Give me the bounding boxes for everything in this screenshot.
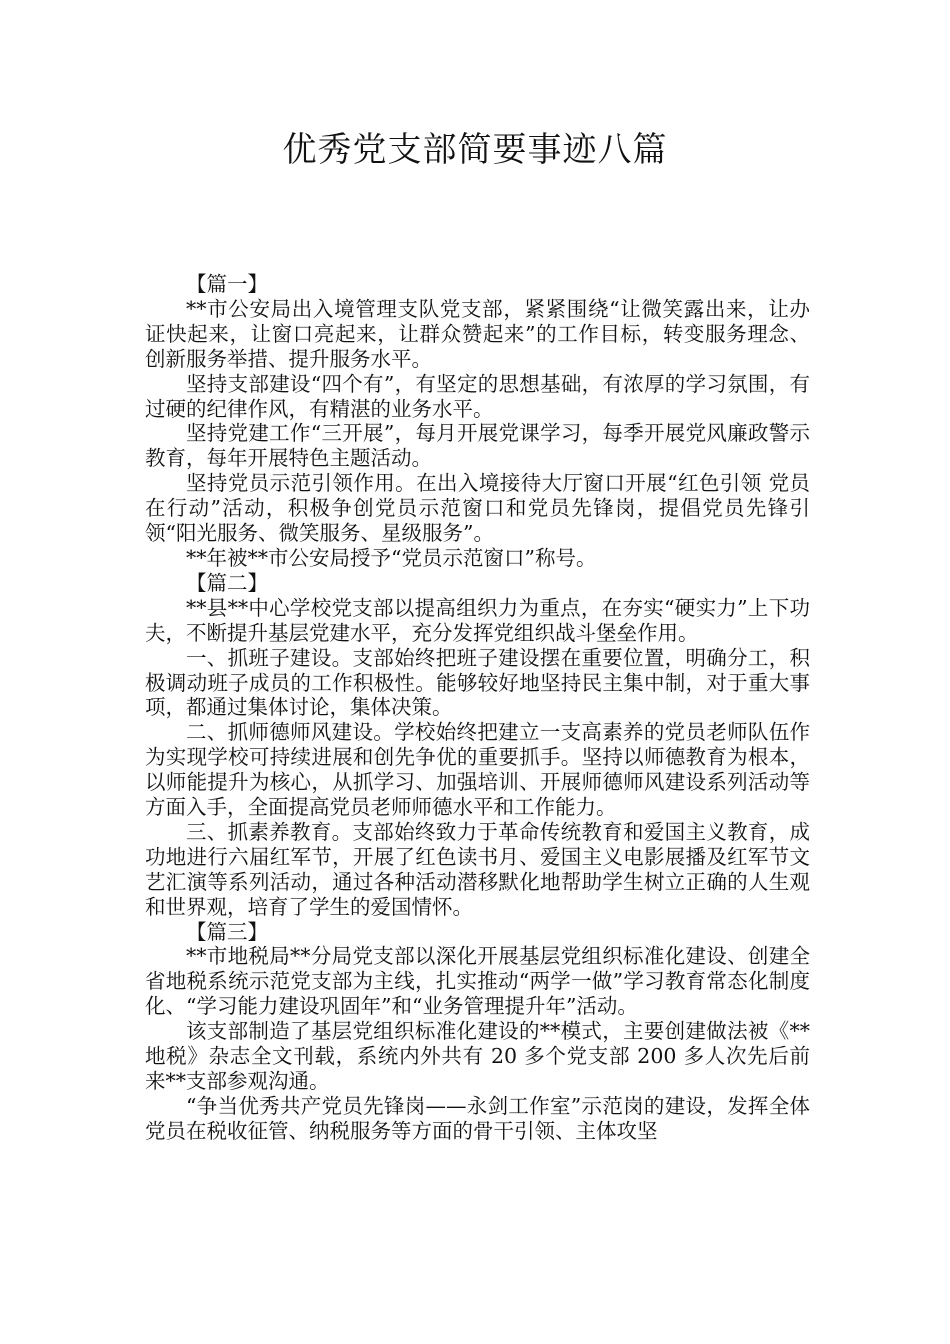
- paragraph: **年被**市公安局授予“党员示范窗口”称号。: [186, 545, 597, 570]
- paragraph: 该支部制造了基层党组织标准化建设的**模式，主要创建做法被《**地税》杂志全文刊载，系统内外共有 20 多个党支部 200 多人次先后前来**支部参观沟通。: [145, 1019, 810, 1093]
- paragraph: 坚持支部建设“四个有”，有坚定的思想基础，有浓厚的学习氛围，有过硬的纪律作风，有精湛的业务水平。: [145, 371, 810, 421]
- paragraph: 一、抓班子建设。支部始终把班子建设摆在重要位置，明确分工，积极调动班子成员的工作积极性。能够较好地坚持民主集中制，对于重大事项，都通过集体讨论，集体决策。: [145, 645, 810, 720]
- paragraph: **市公安局出入境管理支队党支部，紧紧围绕“让微笑露出来，让办证快起来，让窗口亮起来，让群众赞起来”的工作目标，转变服务理念、创新服务举措、提升服务水平。: [145, 296, 810, 371]
- document-title: 优秀党支部简要事迹八篇: [282, 130, 668, 170]
- paragraph: **县**中心学校党支部以提高组织力为重点，在夯实“硬实力”上下功夫，不断提升基层党建水平，充分发挥党组织战斗堡垒作用。: [145, 595, 810, 645]
- section-heading: 【篇二】: [186, 570, 268, 595]
- paragraph: 坚持党建工作“三开展”，每月开展党课学习，每季开展党风廉政警示教育，每年开展特色主题活动。: [145, 421, 810, 471]
- document-body: [145, 272, 810, 1144]
- paragraph: **市地税局**分局党支部以深化开展基层党组织标准化建设、创建全省地税系统示范党支部为主线，扎实推动“两学一做”学习教育常态化制度化、“学习能力建设巩固年”和“业务管理提升年”活动。: [145, 944, 810, 1019]
- paragraph: 三、抓素养教育。支部始终致力于革命传统教育和爱国主义教育，成功地进行六届红军节，开展了红色读书月、爱国主义电影展播及红军节文艺汇演等系列活动，通过各种活动潜移默化地帮助学生树立正确的人生观和世界观，培育了学生的爱国情怀。: [145, 819, 810, 919]
- section-heading: 【篇一】: [186, 272, 268, 296]
- paragraph: 二、抓师德师风建设。学校始终把建立一支高素养的党员老师队伍作为实现学校可持续进展和创先争优的重要抓手。坚持以师德教育为根本，以师能提升为核心，从抓学习、加强培训、开展师德师风建设系列活动等方面入手，全面提高党员老师师德水平和工作能力。: [145, 720, 810, 820]
- paragraph: “争当优秀共产党员先锋岗——永剑工作室”示范岗的建设，发挥全体党员在税收征管、纳税服务等方面的骨干引领、主体攻坚: [145, 1093, 810, 1143]
- paragraph: 坚持党员示范引领作用。在出入境接待大厅窗口开展“红色引领 党员在行动”活动，积极争创党员示范窗口和党员先锋岗，提倡党员先锋引领“阳光服务、微笑服务、星级服务”。: [145, 471, 810, 546]
- section-heading: 【篇三】: [186, 919, 268, 944]
